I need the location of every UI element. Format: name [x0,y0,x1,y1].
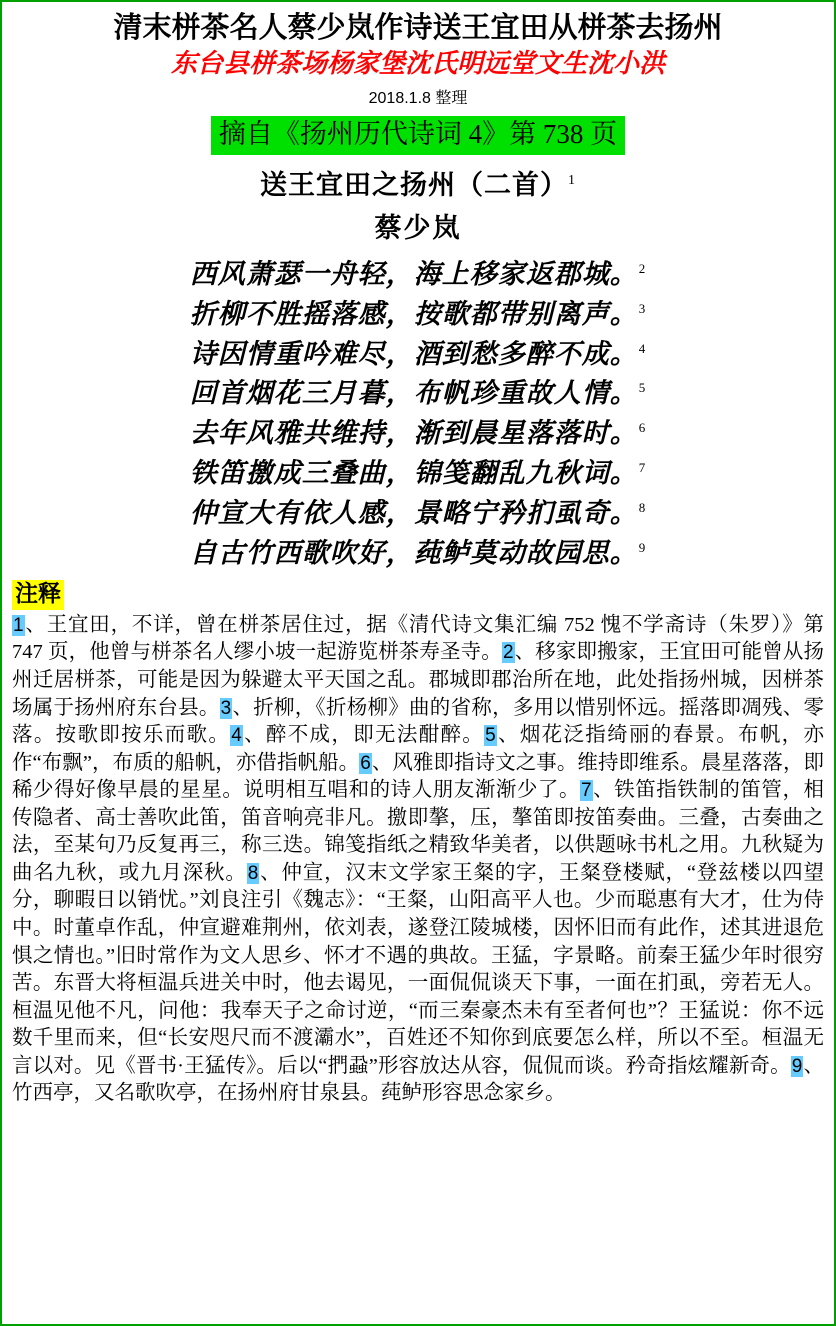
note-text: 、仲宣，汉末文学家王粲的字，王粲登楼赋，“登兹楼以四望分，聊暇日以销忧。”刘良注引《魏志》：“王粲，山阳高平人也。少而聪惠有大才，仕为侍中。时董卓作乱，仲宣避难荆州，依刘表，遂登江陵城楼，因怀旧而有此作，述其进退危惧之情也。”旧时常作为文人思乡、怀才不遇的典故。王猛，字景略。前秦王猛少年时很穷苦。东晋大将桓温兵进关中时，他去谒见，一面侃侃谈天下事，一面在扪虱，旁若无人。桓温见他不凡，问他：我奉天子之命讨逆，“而三秦豪杰未有至者何也”？王猛说：你不远数千里而来，但“长安咫尺而不渡灞水”，百姓还不知你到底要怎么样，所以不至。桓温无言以对。见《晋书·王猛传》。后以“捫蝨”形容放达从容，侃侃而谈。矜奇指炫耀新奇。 [12,861,824,1077]
poem-line [12,454,824,494]
poem-line-text: 自古竹西歌吹好，莼鲈莫动故园思。 [189,538,638,569]
poem-author: 蔡少岚 [374,212,462,243]
footnote-marker: 5 [638,380,647,396]
footnote-marker: 4 [638,340,647,356]
note-number: 1 [13,614,24,636]
poem-line [12,414,824,454]
footnote-marker: 8 [638,500,647,516]
poem-line-text: 西风萧瑟一舟轻，海上移家返郡城。 [189,258,638,289]
page-subtitle: 东台县栟茶场杨家堡沈氏明远堂文生沈小洪 [170,49,665,79]
footnote-marker: 7 [638,460,647,476]
note-number: 7 [581,780,592,802]
notes-body [12,612,824,1108]
poem-line [12,534,824,574]
page-title: 清末栟茶名人蔡少岚作诗送王宜田从栟茶去扬州 [113,12,723,44]
poem-title-footnote-marker: 1 [568,172,576,188]
note-number: 4 [231,725,242,747]
note-text: 、醉不成，即无法酣醉。 [242,724,485,747]
note-number: 3 [220,697,232,719]
poem-line-text: 回首烟花三月暮，布帆珍重故人情。 [189,378,638,409]
source-container [12,116,824,154]
note-text: 、风雅即指诗文之事。维持即维系。晨星落落，即稀少得好像早晨的星星。说明相互唱和的诗人朋友渐渐少了。 [12,751,825,802]
footnote-marker: 9 [638,540,647,556]
poem-line-text: 铁笛撽成三叠曲，锦笺翻乱九秋词。 [189,458,638,489]
footnote-marker: 2 [638,260,647,276]
document-page [2,2,834,1114]
note-number: 8 [247,862,259,884]
poem-title-text: 送王宜田之扬州（二首） [260,169,568,200]
footnote-marker: 3 [638,300,647,316]
note-text: 、王宜田，不详，曾在栟茶居住过，据《清代诗文集汇编 752 愧不学斋诗（朱罗）》第 747 页，他曾与栟茶名人缪小坡一起游览栟茶寿圣寺。 [12,613,824,664]
poem-line [12,295,824,335]
poem-line-text: 仲宣大有依人感，景略宁矜扪虱奇。 [189,498,638,529]
poem-line-text: 折柳不胜摇落感，按歌都带别离声。 [189,298,638,329]
poem-line-text: 去年风雅共维持，渐到晨星落落时。 [189,418,638,449]
note-number: 9 [791,1055,803,1077]
poem-line [12,494,824,534]
compile-date: 2018.1.8 整理 [368,90,468,108]
note-number: 2 [502,642,514,664]
poem-body [12,255,824,575]
note-text: 、折柳，《折杨柳》曲的省称，多用以惜别怀远。摇落即凋残、零落。按歌即按乐而歌。 [12,696,824,747]
note-number: 5 [485,725,496,747]
note-text: 、烟花泛指绮丽的春景。布帆，亦作“布飘”，布质的船帆，亦借指帆船。 [12,724,825,774]
footnote-marker: 6 [638,420,647,436]
note-number: 6 [360,752,371,774]
note-text: 、铁笛指铁制的笛管，相传隐者、高士善吹此笛，笛音响亮非凡。撽即摮，压，摮笛即按笛奏曲。三叠，古奏曲之法，至某句乃反复再三，称三迭。锦笺指纸之精致华美者，以供题咏书札之用。九秋疑为曲名九秋，或九月深秋。 [12,779,825,884]
notes-heading: 注释 [12,580,64,610]
poem-line [12,374,824,414]
poem-line [12,255,824,295]
note-text: 、竹西亭，又名歌吹亭，在扬州府甘泉县。莼鲈形容思念家乡。 [12,1054,824,1105]
poem-line [12,335,824,375]
notes-heading-container [12,580,824,610]
poem-line-text: 诗因情重吟难尽，酒到愁多醉不成。 [189,338,638,369]
note-text: 、移家即搬家，王宜田可能曾从扬州迁居栟茶，可能是因为躲避太平天国之乱。郡城即郡治所在地，此处指扬州城，因栟茶场属于扬州府东台县。 [12,641,825,719]
poem-title [12,163,824,202]
source-citation-highlight: 摘自《扬州历代诗词 4》第 738 页 [211,116,625,154]
